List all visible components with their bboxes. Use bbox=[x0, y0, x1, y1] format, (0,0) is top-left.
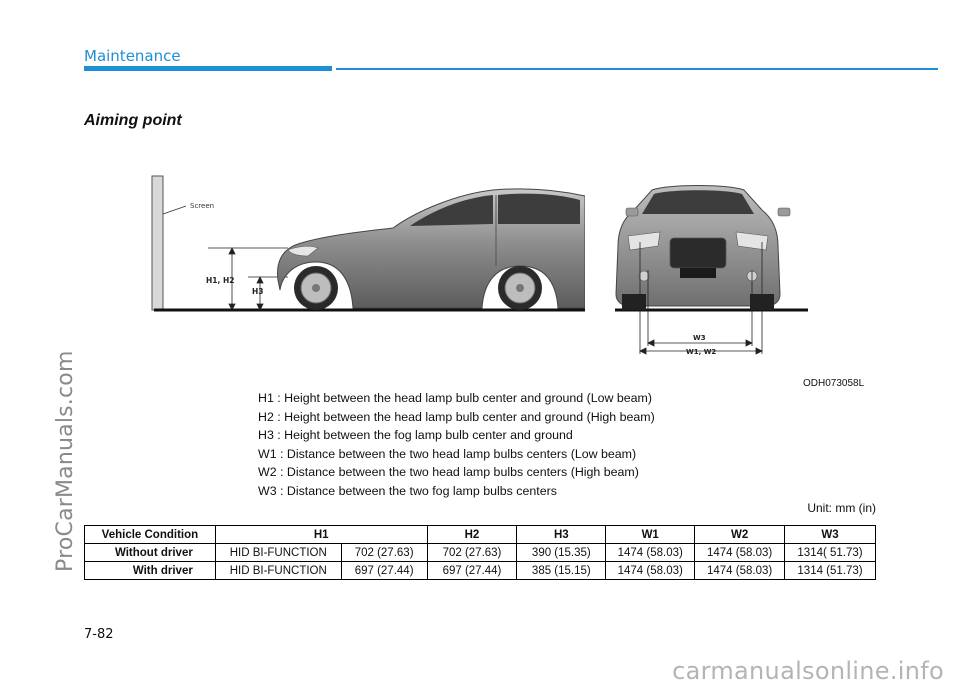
cell-w1: 1474 (58.03) bbox=[606, 544, 695, 562]
car-side-view bbox=[278, 180, 615, 312]
header-h2: H2 bbox=[427, 526, 517, 544]
cell-h1: 702 (27.63) bbox=[341, 544, 427, 562]
cell-lamp-type: HID BI-FUNCTION bbox=[215, 562, 341, 580]
screen-wall bbox=[152, 176, 186, 310]
legend-item: H3 : Height between the fog lamp bulb center and ground bbox=[258, 428, 573, 443]
label-w3: W3 bbox=[693, 334, 706, 342]
cell-h2: 702 (27.63) bbox=[427, 544, 517, 562]
cell-w3: 1314 (51.73) bbox=[785, 562, 876, 580]
cell-w2: 1474 (58.03) bbox=[695, 544, 785, 562]
legend-item: W2 : Distance between the two head lamp bulbs centers (High beam) bbox=[258, 465, 639, 480]
cell-w1: 1474 (58.03) bbox=[606, 562, 695, 580]
page-number: 7-82 bbox=[84, 627, 114, 642]
header-rule-thin bbox=[336, 68, 938, 70]
cell-w2: 1474 (58.03) bbox=[695, 562, 785, 580]
table-header-row bbox=[85, 526, 876, 544]
cell-condition: With driver bbox=[85, 562, 216, 580]
header-h3: H3 bbox=[517, 526, 606, 544]
unit-note: Unit: mm (in) bbox=[807, 501, 876, 515]
car-front-view bbox=[616, 186, 790, 311]
legend bbox=[258, 389, 655, 501]
cell-h2: 697 (27.44) bbox=[427, 562, 517, 580]
aiming-spec-table bbox=[84, 525, 876, 580]
page-heading: Aiming point bbox=[84, 112, 182, 129]
label-h1-h2: H1, H2 bbox=[206, 276, 235, 285]
header-w3: W3 bbox=[785, 526, 876, 544]
cell-h3: 390 (15.35) bbox=[517, 544, 606, 562]
legend-item: H2 : Height between the head lamp bulb center and ground (High beam) bbox=[258, 409, 655, 424]
aiming-point-diagram bbox=[148, 170, 818, 370]
header-rule-thick bbox=[84, 66, 332, 71]
header-h1: H1 bbox=[215, 526, 427, 544]
legend-item: W1 : Distance between the two head lamp bulbs centers (Low beam) bbox=[258, 446, 637, 461]
cell-condition: Without driver bbox=[85, 544, 216, 562]
label-w1-w2: W1, W2 bbox=[686, 348, 717, 356]
table-row bbox=[85, 544, 876, 562]
legend-item: W3 : Distance between the two fog lamp bulbs centers bbox=[258, 483, 557, 498]
section-title: Maintenance bbox=[84, 47, 181, 65]
screen-label: Screen bbox=[190, 202, 215, 210]
figure-code: ODH073058L bbox=[803, 378, 865, 389]
legend-item: H1 : Height between the head lamp bulb center and ground (Low beam) bbox=[258, 391, 652, 405]
bottom-watermark: carmanualsonline.info bbox=[672, 657, 944, 685]
label-h3: H3 bbox=[252, 287, 264, 296]
cell-lamp-type: HID BI-FUNCTION bbox=[215, 544, 341, 562]
cell-h3: 385 (15.15) bbox=[517, 562, 606, 580]
header-w2: W2 bbox=[695, 526, 785, 544]
header-w1: W1 bbox=[606, 526, 695, 544]
side-watermark: ProCarManuals.com bbox=[53, 350, 78, 572]
header-vehicle-condition: Vehicle Condition bbox=[85, 526, 216, 544]
cell-w3: 1314( 51.73) bbox=[785, 544, 876, 562]
cell-h1: 697 (27.44) bbox=[341, 562, 427, 580]
table-row bbox=[85, 562, 876, 580]
